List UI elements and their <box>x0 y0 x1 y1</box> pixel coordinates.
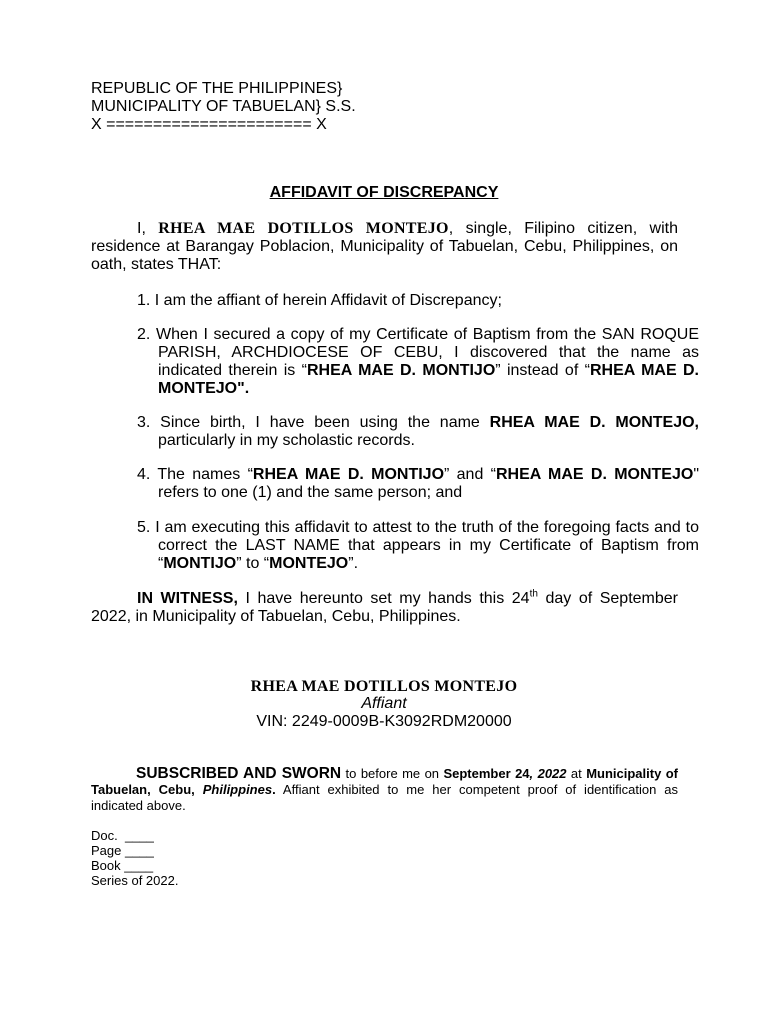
witness-text-1: I have hereunto set my hands this 24 <box>237 590 530 607</box>
jurat-date: September 24 <box>443 766 530 781</box>
item-5-text-a: 5. I am executing this affidavit to attest to the truth of the foregoing facts and to correct the LAST NAME that appears in my Certificate of Baptism from “ <box>137 519 699 572</box>
item-3-name: RHEA MAE D. MONTEJO, <box>489 414 699 431</box>
item-5-text-c: ” to “ <box>236 555 270 572</box>
witness-text-2: day of September 2022, in Municipality of Tabuelan, Cebu, Philippines. <box>91 590 679 625</box>
jurat-paragraph <box>91 766 678 814</box>
jurat-comma: , <box>529 766 534 781</box>
item-5-from: MONTIJO <box>163 555 237 572</box>
item-4-text-c: ” and “ <box>444 466 496 483</box>
jurat-year: 2022 <box>533 766 567 781</box>
item-2-name-montejo: RHEA MAE D. MONTEJO <box>158 362 700 397</box>
item-4-text-a: 4. The names “ <box>137 466 253 483</box>
item-2-text-a: 2. When I secured a copy of my Certificate of Baptism from the SAN ROQUE PARISH, ARCHDIOCESE OF CEBU, I discovered that the name as indicated therein is “ <box>137 326 699 379</box>
document-title: AFFIDAVIT OF DISCREPANCY <box>269 184 499 201</box>
header-municipality: MUNICIPALITY OF TABUELAN} S.S. <box>91 98 356 115</box>
jurat-dot: . <box>272 782 276 797</box>
signature-vin: VIN: 2249-0009B-K3092RDM20000 <box>256 713 512 730</box>
item-2-text-e: ". <box>237 380 250 397</box>
item-2-text-c: ” instead of “ <box>495 362 590 379</box>
jurat-country: Philippines <box>202 782 273 797</box>
signature-name: RHEA MAE DOTILLOS MONTEJO <box>250 678 518 695</box>
item-1: 1. I am the affiant of herein Affidavit of Discrepancy; <box>137 292 502 309</box>
intro-paragraph <box>91 220 678 274</box>
witness-paragraph <box>91 590 678 626</box>
header-separator: X ====================== X <box>91 116 327 133</box>
item-4-name-montijo: RHEA MAE D. MONTIJO <box>252 466 445 483</box>
notary-series: Series of 2022. <box>91 873 179 888</box>
intro-prefix: I, <box>137 220 146 237</box>
item-2-name-montijo: RHEA MAE D. MONTIJO <box>306 362 496 379</box>
item-4-name-montejo: RHEA MAE D. MONTEJO <box>495 466 694 483</box>
jurat-text-3: Affiant exhibited to me her competent proof of identification as indicated above. <box>91 782 678 813</box>
intro-rest: , single, Filipino citizen, with residence at Barangay Poblacion, Municipality of Tabuelan, Cebu, Philippines, on oath, states THAT: <box>91 220 678 273</box>
notary-book: Book ____ <box>91 858 154 873</box>
item-3 <box>137 414 699 450</box>
header-republic: REPUBLIC OF THE PHILIPPINES} <box>91 80 343 97</box>
witness-lead: IN WITNESS, <box>137 590 238 607</box>
affiant-name-inline: RHEA MAE DOTILLOS MONTEJO <box>158 220 449 237</box>
item-4-text-e: " refers to one (1) and the same person; and <box>158 466 700 501</box>
item-5-text-e: ”. <box>348 555 359 572</box>
item-5 <box>137 519 699 573</box>
notary-doc: Doc. ____ <box>91 828 154 843</box>
jurat-text-1: to before me on <box>341 766 444 781</box>
jurat-text-2: at <box>566 766 587 781</box>
jurat-place: Municipality of Tabuelan, Cebu, <box>91 766 679 797</box>
jurat-lead: SUBSCRIBED AND SWORN <box>136 765 342 782</box>
signature-role: Affiant <box>361 695 407 712</box>
item-3-text-a: 3. Since birth, I have been using the name <box>137 414 490 431</box>
item-5-to: MONTEJO <box>269 555 349 572</box>
item-4 <box>137 466 699 502</box>
notary-book-entries <box>91 828 178 888</box>
item-3-text-c: particularly in my scholastic records. <box>158 432 415 449</box>
witness-ordinal: th <box>529 588 538 600</box>
item-2 <box>137 326 699 398</box>
notary-page: Page ____ <box>91 843 154 858</box>
